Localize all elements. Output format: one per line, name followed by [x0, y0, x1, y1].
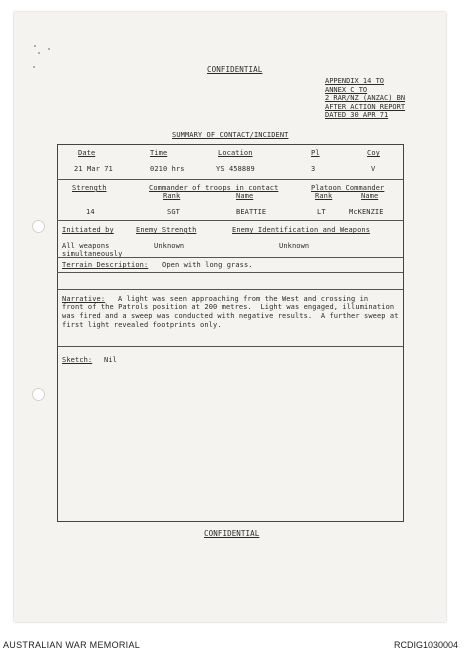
appendix-line: 2 RAR/NZ (ANZAC) BN	[325, 94, 406, 102]
archive-reference: RCDIG1030004	[393, 640, 458, 650]
time-header: Time	[150, 149, 168, 157]
commander-name-header: Name	[236, 192, 254, 200]
classification-bottom: CONFIDENTIAL	[204, 529, 260, 538]
punch-hole	[32, 220, 45, 233]
appendix-line: ANNEX C TO	[325, 85, 368, 94]
narrative-line: was fired and a sweep was conducted with negative results. A further sweep at	[62, 312, 399, 320]
appendix-line: DATED 30 APR 71	[325, 111, 389, 119]
commander-rank-header: Rank	[163, 192, 181, 200]
form-divider	[57, 220, 403, 221]
paper-speck	[48, 48, 50, 50]
strength-header: Strength	[72, 184, 107, 192]
commander-name-value: BEATTIE	[236, 208, 267, 216]
narrative-line: A light was seen approaching from the West and crossing in	[118, 295, 369, 303]
archive-source: AUSTRALIAN WAR MEMORIAL	[3, 640, 141, 650]
initiated-by-value-cont: simultaneously	[62, 250, 123, 258]
enemy-identification-value: Unknown	[279, 242, 310, 250]
contact-summary-form	[57, 144, 404, 522]
date-value: 21 Mar 71	[74, 165, 113, 173]
enemy-identification-header: Enemy Identification and Weapons	[232, 226, 371, 234]
narrative-label: Narrative:	[62, 295, 106, 303]
appendix-line: APPENDIX 14 TO	[325, 77, 385, 85]
sketch-value: Nil	[104, 356, 117, 364]
time-value: 0210 hrs	[150, 165, 185, 173]
paper-speck	[38, 52, 40, 54]
narrative-line: first light revealed footprints only.	[62, 321, 222, 329]
platoon-commander-rank-header: Rank	[315, 192, 333, 200]
paper-speck	[34, 45, 36, 47]
location-value: YS 458889	[216, 165, 255, 173]
terrain-label: Terrain Description:	[62, 261, 149, 269]
initiated-by-value: All weapons	[62, 242, 110, 250]
platoon-commander-name-value: McKENZIE	[349, 208, 384, 216]
strength-value: 14	[86, 208, 95, 216]
punch-hole	[32, 388, 45, 401]
enemy-strength-value: Unknown	[154, 242, 185, 250]
platoon-value: 3	[311, 165, 316, 173]
commander-header: Commander of troops in contact	[149, 184, 279, 192]
form-divider	[57, 272, 403, 273]
platoon-commander-name-header: Name	[361, 192, 379, 200]
form-divider	[57, 346, 403, 347]
company-value: V	[371, 165, 376, 173]
platoon-header: Pl	[311, 149, 320, 157]
initiated-by-header: Initiated by	[62, 226, 114, 234]
enemy-strength-header: Enemy Strength	[136, 226, 197, 234]
commander-rank-value: SGT	[167, 208, 180, 216]
date-header: Date	[78, 149, 96, 157]
sketch-label: Sketch:	[62, 356, 93, 364]
appendix-reference	[325, 77, 405, 120]
narrative-line: front of the Patrols position at 200 metres. Light was engaged, illumination	[62, 303, 395, 311]
platoon-commander-header: Platoon Commander	[311, 184, 385, 192]
company-header: Coy	[367, 149, 380, 157]
report-title: SUMMARY OF CONTACT/INCIDENT	[172, 131, 289, 139]
platoon-commander-rank-value: LT	[317, 208, 326, 216]
form-divider	[57, 179, 403, 180]
location-header: Location	[218, 149, 253, 157]
appendix-line: AFTER ACTION REPORT	[325, 102, 406, 111]
form-divider	[57, 289, 403, 290]
paper-speck	[33, 66, 35, 68]
classification-top: CONFIDENTIAL	[207, 65, 263, 74]
terrain-value: Open with long grass.	[162, 261, 253, 269]
